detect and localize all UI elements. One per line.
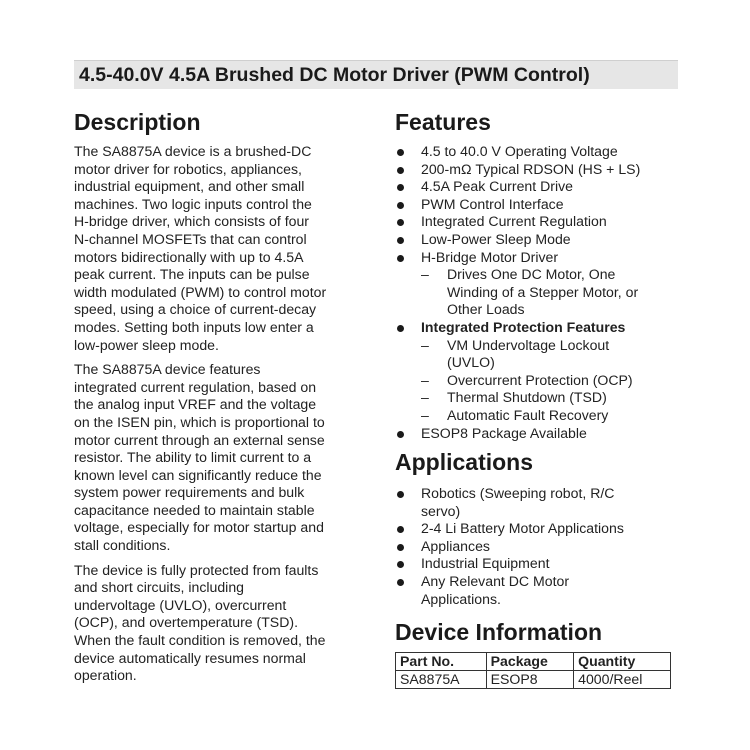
bullet-icon: [397, 491, 404, 498]
bullet-icon: [397, 202, 404, 209]
dash-icon: –: [421, 266, 429, 283]
device-information-table: [395, 652, 671, 689]
bullet-icon: [397, 184, 404, 191]
application-item: Any Relevant DC Motor Applications.: [395, 573, 695, 608]
table-row: [396, 671, 671, 689]
sub-item: – VM Undervoltage Lockout (UVLO): [421, 336, 610, 371]
bullet-icon: [397, 255, 404, 262]
application-item: Appliances: [395, 538, 695, 556]
features-heading: Features: [395, 109, 491, 135]
sub-item: – Thermal Shutdown (TSD): [421, 389, 607, 406]
column-header: Package: [486, 653, 574, 671]
feature-item: Low-Power Sleep Mode: [395, 231, 695, 249]
description-paragraph-2: The SA8875A device features integrated current regulation, based on the analog input VREF and the voltage on the ISEN pin, which is proportional to motor current through an external sense resistor. The ability to limit current to a known level can significantly reduce the system power requirements and bulk capacitance needed to maintain stable voltage, especially for motor startup and stall conditions.: [74, 361, 325, 554]
feature-item: 200-mΩ Typical RDSON (HS + LS): [395, 161, 695, 179]
bullet-icon: [397, 219, 404, 226]
bullet-icon: [397, 544, 404, 551]
feature-item: PWM Control Interface: [395, 196, 695, 214]
description-heading: Description: [74, 109, 201, 135]
part-number-cell: SA8875A: [396, 671, 487, 689]
description-section: [74, 108, 374, 685]
features-list: [395, 143, 695, 442]
bullet-icon: [397, 526, 404, 533]
title-banner: [74, 60, 678, 89]
application-item: 2-4 Li Battery Motor Applications: [395, 520, 695, 538]
bullet-icon: [397, 237, 404, 244]
dash-icon: –: [421, 406, 429, 423]
application-item: Robotics (Sweeping robot, R/C servo): [395, 485, 695, 520]
description-paragraph-1: The SA8875A device is a brushed-DC motor driver for robotics, appliances, industrial equipment, and other small machines. Two logic inputs control the H-bridge driver, which consists of four N-channel MOSFETs that can control motors bidirectionally with up to 4.5A peak current. The inputs can be pulse width modulated (PWM) to control motor speed, using a choice of current-decay modes. Setting both inputs low enter a low-power sleep mode.: [74, 143, 327, 353]
bullet-icon: [397, 579, 404, 586]
sub-item: – Drives One DC Motor, One Winding of a Stepper Motor, or Other Loads: [421, 266, 639, 318]
feature-item: ESOP8 Package Available: [395, 425, 695, 443]
bullet-icon: [397, 431, 404, 438]
sub-item: – Automatic Fault Recovery: [421, 406, 609, 423]
table-header-row: [396, 653, 671, 671]
dash-icon: –: [421, 336, 429, 353]
column-header: Part No.: [396, 653, 487, 671]
dash-icon: –: [421, 371, 429, 388]
dash-icon: –: [421, 389, 429, 406]
sub-item: – Overcurrent Protection (OCP): [421, 371, 633, 388]
bullet-icon: [397, 167, 404, 174]
applications-list: [395, 485, 695, 608]
bullet-icon: [397, 561, 404, 568]
column-header: Quantity: [574, 653, 671, 671]
device-information-heading: Device Information: [395, 619, 603, 646]
feature-item: Integrated Protection Features – VM Undervoltage Lockout (UVLO) – Overcurrent Protection (OCP) – Thermal Shutdown (TSD) – Automatic Fault Recovery: [395, 319, 695, 425]
quantity-cell: 4000/Reel: [574, 671, 671, 689]
right-column: [395, 108, 695, 689]
bullet-icon: [397, 325, 404, 332]
feature-item: Integrated Current Regulation: [395, 213, 695, 231]
document-title: 4.5-40.0V 4.5A Brushed DC Motor Driver (PWM Control): [79, 64, 590, 86]
feature-item: 4.5A Peak Current Drive: [395, 178, 695, 196]
package-cell: ESOP8: [486, 671, 574, 689]
feature-item: 4.5 to 40.0 V Operating Voltage: [395, 143, 695, 161]
application-item: Industrial Equipment: [395, 555, 695, 573]
bullet-icon: [397, 149, 404, 156]
feature-item: H-Bridge Motor Driver – Drives One DC Motor, One Winding of a Stepper Motor, or Other Loads: [395, 249, 695, 319]
description-paragraph-3: The device is fully protected from faults and short circuits, including undervoltage (UVLO), overcurrent (OCP), and overtemperature (TSD). When the fault condition is removed, the device automatically resumes normal operation.: [74, 561, 326, 684]
applications-heading: Applications: [395, 449, 534, 476]
protection-sublist: [421, 337, 695, 425]
hbridge-sublist: [421, 266, 695, 319]
